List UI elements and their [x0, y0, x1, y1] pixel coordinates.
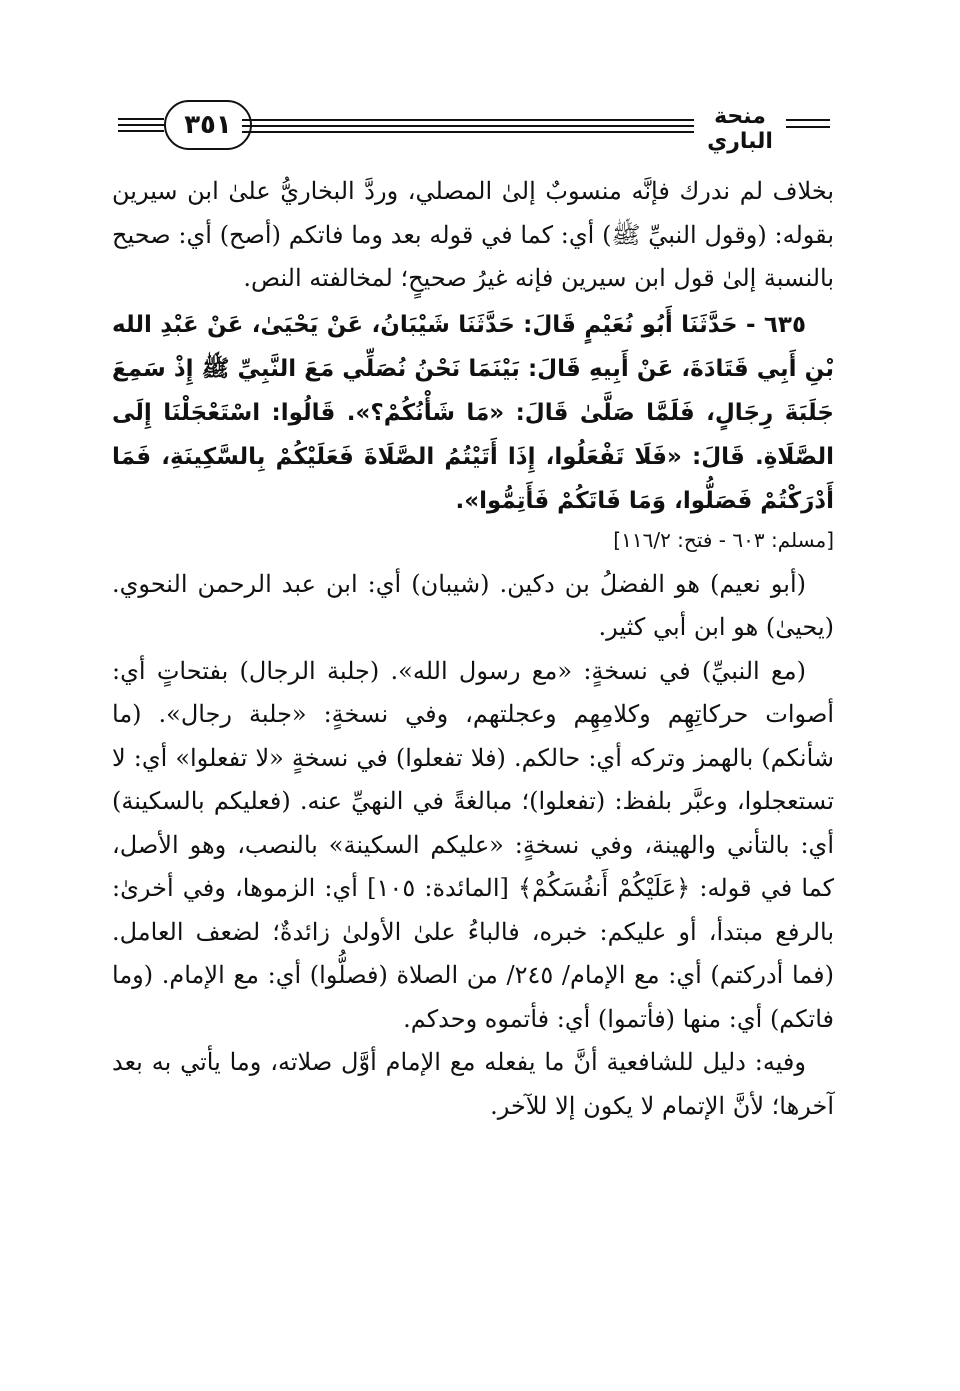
header-rule [242, 125, 694, 127]
hadith-text: ٦٣٥ - حَدَّثَنَا أَبُو نُعَيْمٍ قَالَ: حَدَّثَنَا شَيْبَانُ، عَنْ يَحْيَىٰ، عَنْ عَبْدِ الله بْنِ أَبِي قَتَادَةَ، عَنْ أَبِيهِ قَالَ: بَيْنَمَا نَحْنُ نُصَلِّي مَعَ النَّبِيِّ ﷺ إِذْ سَمِعَ جَلَبَةَ رِجَالٍ، فَلَمَّا صَلَّىٰ قَالَ: «مَا شَأْنُكُمْ؟». قَالُوا: اسْتَعْجَلْنَا إِلَى الصَّلَاةِ. قَالَ: «فَلَا تَفْعَلُوا، إِذَا أَتَيْتُمُ الصَّلَاةَ فَعَلَيْكُمْ بِالسَّكِينَةِ، فَمَا أَدْرَكْتُمْ فَصَلُّوا، وَمَا فَاتَكُمْ فَأَتِمُّوا». [112, 311, 834, 514]
commentary-paragraph: (أبو نعيم) هو الفضلُ بن دكين. (شيبان) أي: ابن عبد الرحمن النحوي. (يحيىٰ) هو ابن أبي كثير. [112, 569, 834, 641]
header-rule [242, 131, 694, 133]
hadith-source-reference: [مسلم: ٦٠٣ - فتح: ١١٦/٢] [613, 527, 834, 552]
page-header [118, 96, 830, 152]
page-body [112, 170, 834, 1128]
header-rule [118, 118, 164, 120]
header-rule [786, 119, 830, 121]
running-title: منحة الباري [707, 104, 773, 154]
header-rule [786, 126, 830, 128]
header-rule [118, 130, 164, 132]
header-rule [118, 124, 164, 126]
header-rule [242, 119, 694, 121]
commentary-paragraph: بخلاف لم ندرك فإنَّه منسوبٌ إلىٰ المصلي، وردَّ البخاريُّ علىٰ ابن سيرين بقوله: (وقول النبيِّ ﷺ) أي: كما في قوله بعد وما فاتكم (أصح) أي: صحيح بالنسبة إلىٰ قول ابن سيرين فإنه غيرُ صحيحٍ؛ لمخالفته النص. [112, 177, 834, 292]
commentary-paragraph: وفيه: دليل للشافعية أنَّ ما يفعله مع الإمام أوَّل صلاته، وما يأتي به بعد آخرها؛ لأنَّ الإتمام لا يكون إلا للآخر. [112, 1048, 834, 1120]
page-number: ٣٥١ [164, 100, 252, 150]
commentary-paragraph: (مع النبيِّ) في نسخةٍ: «مع رسول الله». (جلبة الرجال) بفتحاتٍ أي: أصوات حركاتِهِم وكلامِهِم وعجلتهم، وفي نسخةٍ: «جلبة رجال». (ما شأنكم) بالهمز وتركه أي: حالكم. (فلا تفعلوا) في نسخةٍ «لا تفعلوا» أي: لا تستعجلوا، وعبَّر بلفظ: (تفعلوا)؛ مبالغةً في النهيِّ عنه. (فعليكم بالسكينة) أي: بالتأني والهينة، وفي نسخةٍ: «عليكم السكينة» بالنصب، وهو الأصل، كما في قوله: ﴿عَلَيْكُمْ أَنفُسَكُمْ﴾ [المائدة: ١٠٥] أي: الزموها، وفي أخرىٰ: بالرفع مبتدأ، أو عليكم: خبره، فالباءُ علىٰ الأولىٰ زائدةٌ؛ لضعف العامل. (فما أدركتم) أي: مع الإمام/ ٢٤٥/ من الصلاة (فصلُّوا) أي: مع الإمام. (وما فاتكم) أي: منها (فأتموا) أي: فأتموه وحدكم. [112, 656, 835, 1033]
